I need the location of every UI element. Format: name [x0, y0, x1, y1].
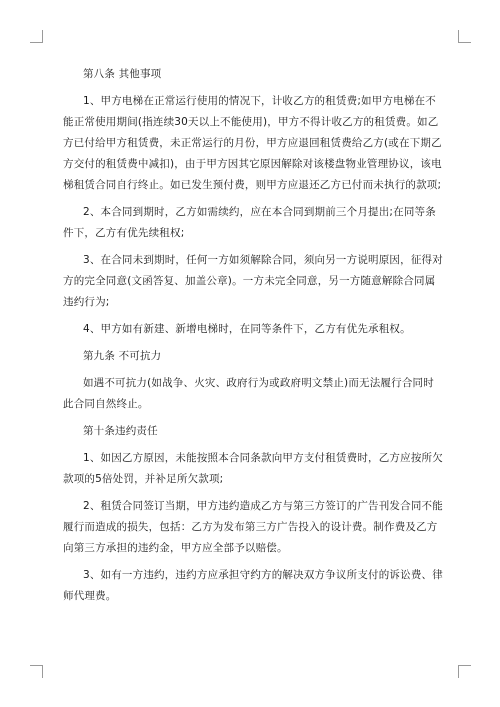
- crop-mark-bottom-right: [458, 665, 471, 678]
- article-8-clause-1: 1、甲方电梯在正常运行使用的情况下，计收乙方的租赁费;如甲方电梯在不能正常使用期间(指连续30天以上不能使用)，甲方不得计收乙方的租赁费。如乙方已付给甲方租赁费，未正常运行的月份，甲方应退回租赁费给乙方(或在下期乙方交付的租赁费中减扣)，由于甲方因其它原因解除对该楼盘物业管理协议，该电梯租赁合同自行终止。如已发生预付费，则甲方应退还乙方已付而未执行的款项;: [63, 95, 442, 191]
- crop-mark-top-right: [458, 30, 471, 43]
- document-body: [63, 64, 444, 613]
- article-8-clause-3: 3、在合同未到期时，任何一方如须解除合同，须向另一方说明原因，征得对方的完全同意(文函答复、加盖公章)。一方未完全同意，另一方随意解除合同属违约行为;: [63, 254, 443, 308]
- article-10-clause-2: 2、租赁合同签订当期，甲方违约造成乙方与第三方签订的广告刊发合同不能履行而造成的损失，包括：乙方为发布第三方广告投入的设计费。制作费及乙方向第三方承担的违约金，甲方应全部予以赔偿。: [63, 500, 443, 554]
- crop-mark-bottom-left: [30, 665, 43, 678]
- crop-mark-top-left: [30, 30, 43, 43]
- article-10-heading: 第十条违约责任: [82, 425, 158, 437]
- article-10-clause-3: 3、如有一方违约，违约方应承担守约方的解决双方争议所支付的诉讼费、律师代理费。: [63, 569, 443, 602]
- article-8-clause-4: 4、甲方如有新建、新增电梯时，在同等条件下，乙方有优先承租权。: [82, 323, 411, 335]
- article-10-clause-1: 1、如因乙方原因，未能按照本合同条款向甲方支付租赁费时，乙方应按所欠款项的5倍处罚，并补足所欠款项;: [63, 452, 443, 485]
- article-9-clause: 如遇不可抗力(如战争、火灾、政府行为或政府明文禁止)而无法履行合同时此合同自然终止。: [63, 377, 434, 410]
- article-8-heading: 第八条 其他事项: [82, 68, 162, 80]
- article-9-heading: 第九条 不可抗力: [82, 350, 162, 362]
- article-8-clause-2: 2、本合同到期时，乙方如需续约，应在本合同到期前三个月提出;在同等条件下，乙方有优先续租权;: [63, 206, 436, 239]
